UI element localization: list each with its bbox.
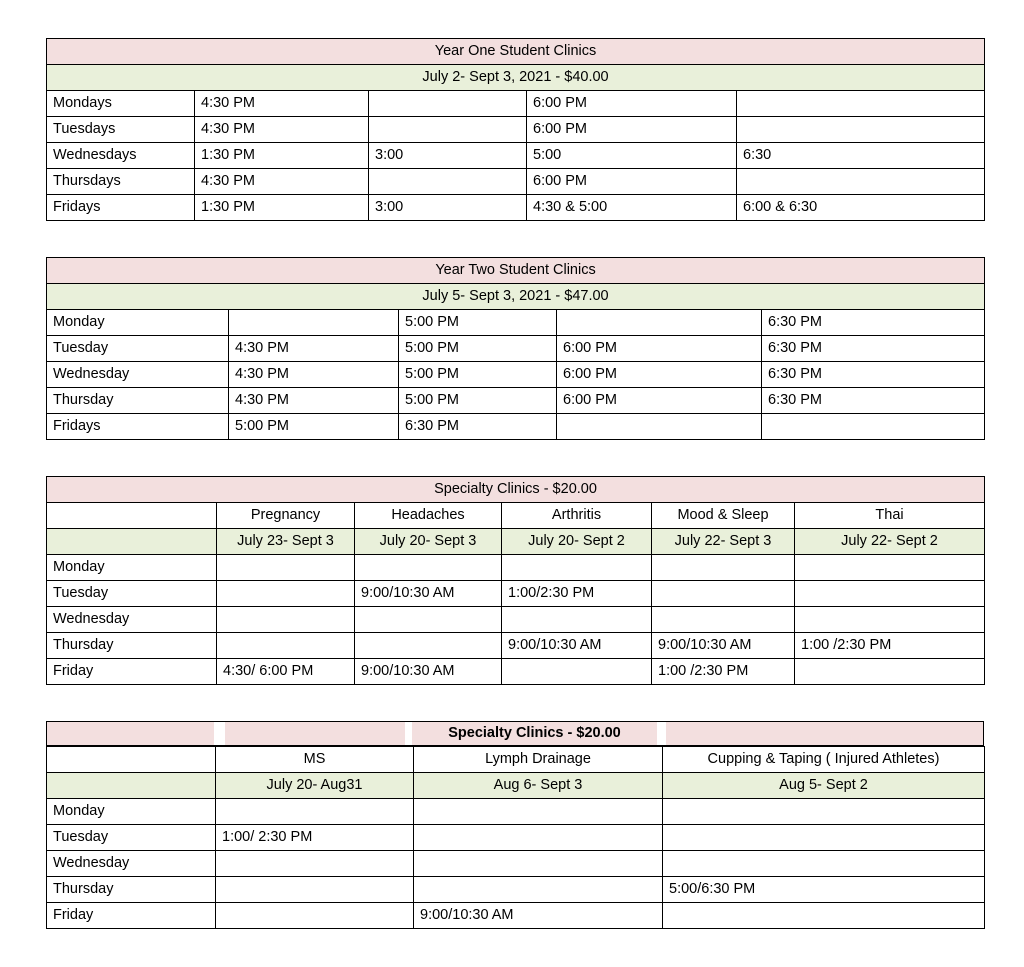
column-date-range: July 22- Sept 3	[652, 529, 795, 555]
column-header: Arthritis	[502, 503, 652, 529]
time-cell	[502, 659, 652, 685]
time-cell	[795, 581, 985, 607]
time-cell	[216, 903, 414, 929]
table-row	[47, 195, 985, 221]
time-cell	[369, 169, 527, 195]
time-cell: 1:00 /2:30 PM	[652, 659, 795, 685]
column-header: Cupping & Taping ( Injured Athletes)	[663, 747, 985, 773]
table-row	[47, 362, 985, 388]
corner-cell	[47, 503, 217, 529]
time-cell: 1:30 PM	[195, 143, 369, 169]
table-row	[47, 336, 985, 362]
time-cell: 6:00 PM	[527, 169, 737, 195]
corner-cell	[47, 529, 217, 555]
table-title: Year One Student Clinics	[47, 39, 985, 65]
time-cell: 4:30 PM	[195, 117, 369, 143]
time-cell	[795, 607, 985, 633]
table-column-header-row	[47, 747, 985, 773]
day-label: Thursday	[47, 388, 229, 414]
time-cell: 4:30 PM	[229, 336, 399, 362]
time-cell	[369, 117, 527, 143]
day-label: Tuesday	[47, 825, 216, 851]
day-label: Wednesday	[47, 362, 229, 388]
time-cell	[795, 555, 985, 581]
table-specialty-clinics-b	[46, 746, 985, 929]
time-cell: 6:30 PM	[399, 414, 557, 440]
table-title-row	[47, 477, 985, 503]
table-title-row	[47, 39, 985, 65]
time-cell: 6:30 PM	[762, 388, 985, 414]
corner-cell	[47, 747, 216, 773]
day-label: Wednesdays	[47, 143, 195, 169]
table-specialty-clinics-a	[46, 476, 985, 685]
time-cell: 9:00/10:30 AM	[652, 633, 795, 659]
time-cell: 6:00 PM	[527, 117, 737, 143]
time-cell: 6:00 PM	[557, 336, 762, 362]
time-cell: 9:00/10:30 AM	[502, 633, 652, 659]
table-daterange-row	[47, 284, 985, 310]
table-year-two-student-clinics	[46, 257, 985, 440]
column-header: Lymph Drainage	[414, 747, 663, 773]
time-cell	[217, 633, 355, 659]
column-date-range: July 20- Sept 2	[502, 529, 652, 555]
column-header: MS	[216, 747, 414, 773]
time-cell: 4:30/ 6:00 PM	[217, 659, 355, 685]
table-row	[47, 143, 985, 169]
time-cell	[663, 851, 985, 877]
day-label: Fridays	[47, 414, 229, 440]
time-cell	[355, 607, 502, 633]
title-band-segment	[666, 722, 983, 745]
time-cell	[652, 607, 795, 633]
table-row	[47, 799, 985, 825]
day-label: Thursday	[47, 633, 217, 659]
day-label: Wednesday	[47, 851, 216, 877]
column-date-range: July 20- Aug31	[216, 773, 414, 799]
day-label: Tuesday	[47, 336, 229, 362]
time-cell	[369, 91, 527, 117]
time-cell: 6:30 PM	[762, 362, 985, 388]
time-cell: 1:00/ 2:30 PM	[216, 825, 414, 851]
time-cell	[737, 117, 985, 143]
time-cell	[217, 607, 355, 633]
table-row	[47, 877, 985, 903]
table-year-one-student-clinics	[46, 38, 985, 221]
time-cell: 1:00/2:30 PM	[502, 581, 652, 607]
table-specialty-clinics-b-title-row	[46, 721, 984, 746]
time-cell: 5:00 PM	[399, 362, 557, 388]
time-cell	[663, 799, 985, 825]
time-cell	[414, 825, 663, 851]
time-cell	[217, 581, 355, 607]
title-band-segment	[225, 722, 405, 745]
day-label: Fridays	[47, 195, 195, 221]
table-title-row	[47, 258, 985, 284]
time-cell	[216, 877, 414, 903]
time-cell: 9:00/10:30 AM	[355, 581, 502, 607]
day-label: Monday	[47, 555, 217, 581]
day-label: Monday	[47, 799, 216, 825]
time-cell: 4:30 PM	[229, 362, 399, 388]
time-cell: 6:00 PM	[557, 388, 762, 414]
time-cell: 5:00 PM	[399, 336, 557, 362]
table-title: Year Two Student Clinics	[47, 258, 985, 284]
header-right-edge	[983, 722, 984, 745]
time-cell	[502, 555, 652, 581]
column-date-range: Aug 6- Sept 3	[414, 773, 663, 799]
time-cell: 4:30 PM	[195, 91, 369, 117]
column-date-range: July 22- Sept 2	[795, 529, 985, 555]
table-row	[47, 117, 985, 143]
time-cell	[557, 310, 762, 336]
table-column-dates-row	[47, 529, 985, 555]
day-label: Thursdays	[47, 169, 195, 195]
time-cell: 1:30 PM	[195, 195, 369, 221]
table-column-header-row	[47, 503, 985, 529]
column-header: Headaches	[355, 503, 502, 529]
time-cell	[557, 414, 762, 440]
day-label: Thursday	[47, 877, 216, 903]
time-cell: 6:00 PM	[557, 362, 762, 388]
day-label: Friday	[47, 659, 217, 685]
column-header: Pregnancy	[217, 503, 355, 529]
table-row	[47, 414, 985, 440]
column-date-range: Aug 5- Sept 2	[663, 773, 985, 799]
time-cell: 6:30 PM	[762, 336, 985, 362]
time-cell: 5:00/6:30 PM	[663, 877, 985, 903]
table-title: Specialty Clinics - $20.00	[47, 477, 985, 503]
table-row	[47, 607, 985, 633]
time-cell	[229, 310, 399, 336]
time-cell	[737, 169, 985, 195]
time-cell	[414, 877, 663, 903]
table-daterange-row	[47, 65, 985, 91]
time-cell	[795, 659, 985, 685]
time-cell: 6:30 PM	[762, 310, 985, 336]
table-row	[47, 91, 985, 117]
time-cell	[355, 555, 502, 581]
time-cell	[652, 555, 795, 581]
time-cell: 9:00/10:30 AM	[414, 903, 663, 929]
time-cell: 5:00 PM	[399, 388, 557, 414]
time-cell	[762, 414, 985, 440]
time-cell	[737, 91, 985, 117]
table-row	[47, 581, 985, 607]
corner-cell	[47, 773, 216, 799]
column-header: Thai	[795, 503, 985, 529]
time-cell	[414, 851, 663, 877]
day-label: Mondays	[47, 91, 195, 117]
table-row	[47, 825, 985, 851]
table-date-range: July 5- Sept 3, 2021 - $47.00	[47, 284, 985, 310]
table-title: Specialty Clinics - $20.00	[448, 725, 621, 741]
time-cell: 9:00/10:30 AM	[355, 659, 502, 685]
time-cell: 1:00 /2:30 PM	[795, 633, 985, 659]
time-cell: 6:00 & 6:30	[737, 195, 985, 221]
time-cell	[652, 581, 795, 607]
table-row	[47, 169, 985, 195]
table-row	[47, 388, 985, 414]
time-cell: 4:30 & 5:00	[527, 195, 737, 221]
time-cell: 5:00 PM	[399, 310, 557, 336]
day-label: Wednesday	[47, 607, 217, 633]
table-row	[47, 659, 985, 685]
time-cell	[355, 633, 502, 659]
time-cell: 4:30 PM	[229, 388, 399, 414]
table-row	[47, 633, 985, 659]
time-cell: 6:00 PM	[527, 91, 737, 117]
time-cell: 3:00	[369, 195, 527, 221]
time-cell: 5:00 PM	[229, 414, 399, 440]
table-row	[47, 851, 985, 877]
table-row	[47, 903, 985, 929]
time-cell	[663, 825, 985, 851]
column-header: Mood & Sleep	[652, 503, 795, 529]
time-cell: 6:30	[737, 143, 985, 169]
time-cell: 3:00	[369, 143, 527, 169]
column-date-range: July 20- Sept 3	[355, 529, 502, 555]
table-row	[47, 310, 985, 336]
time-cell	[216, 851, 414, 877]
time-cell: 5:00	[527, 143, 737, 169]
table-row	[47, 555, 985, 581]
time-cell	[502, 607, 652, 633]
time-cell	[216, 799, 414, 825]
day-label: Tuesdays	[47, 117, 195, 143]
day-label: Friday	[47, 903, 216, 929]
table-column-dates-row	[47, 773, 985, 799]
column-date-range: July 23- Sept 3	[217, 529, 355, 555]
time-cell: 4:30 PM	[195, 169, 369, 195]
time-cell	[414, 799, 663, 825]
table-date-range: July 2- Sept 3, 2021 - $40.00	[47, 65, 985, 91]
day-label: Tuesday	[47, 581, 217, 607]
time-cell	[663, 903, 985, 929]
title-band-segment	[47, 722, 214, 745]
day-label: Monday	[47, 310, 229, 336]
time-cell	[217, 555, 355, 581]
